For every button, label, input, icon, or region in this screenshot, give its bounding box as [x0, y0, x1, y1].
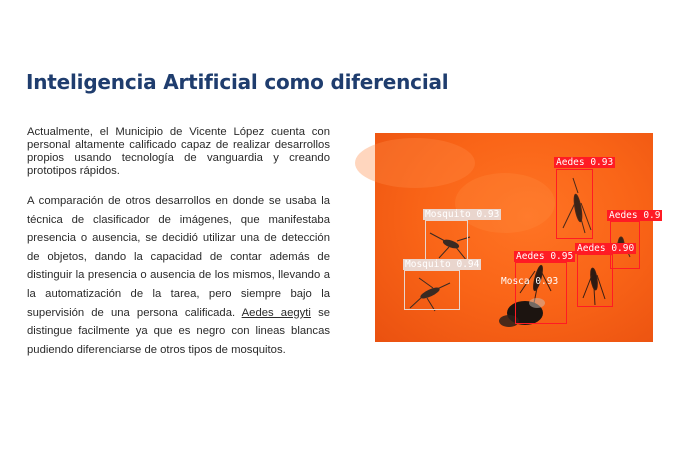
detection-label-aedes-2: Aedes 0.9: [609, 210, 661, 221]
aedes-aegyti-link[interactable]: Aedes aegyti: [241, 306, 311, 319]
intro-paragraph: Actualmente, el Municipio de Vicente López cuenta con personal altamente calificado capaz de realizar desarrollos propios usando tecnología de vanguardia y creando prototipos rápidos.: [27, 126, 330, 177]
detection-label-aedes-1: Aedes 0.93: [556, 157, 614, 168]
detection-label-aedes-4: Aedes 0.90: [577, 243, 635, 254]
detection-box-mosquito-2: [404, 270, 460, 310]
detail-paragraph: [27, 192, 330, 359]
page-title: Inteligencia Artificial como diferencial: [26, 70, 449, 94]
detection-label-aedes-3: Aedes 0.95: [516, 251, 574, 262]
detail-text-end: se distingue facilmente ya que es negro con lineas blancas pudiendo diferenciarse de otros tipos de mosquitos.: [27, 306, 330, 356]
mosquito-detection-image: [375, 133, 661, 342]
detection-label-mosquito-1: Mosquito 0.93: [425, 209, 500, 220]
detection-box-aedes-1: [556, 169, 593, 239]
detection-label-mosquito-2: Mosquito 0.94: [405, 259, 480, 270]
detection-box-aedes-3: [515, 262, 567, 324]
detection-box-aedes-4: [577, 254, 613, 307]
detection-label-mosca: Mosca 0.93: [501, 276, 559, 287]
detail-text-start: A comparación de otros desarrollos en donde se usaba la técnica de clasificador de imágenes, que manifestaba presencia o ausencia, se decidió utilizar una de detección de objetos, dando la capacidad de contar además de distinguir la presencia o ausencia de los mismos, llevando a la automatización de la tarea, pero siempre bajo la supervisión de una persona calificada.: [27, 195, 330, 319]
